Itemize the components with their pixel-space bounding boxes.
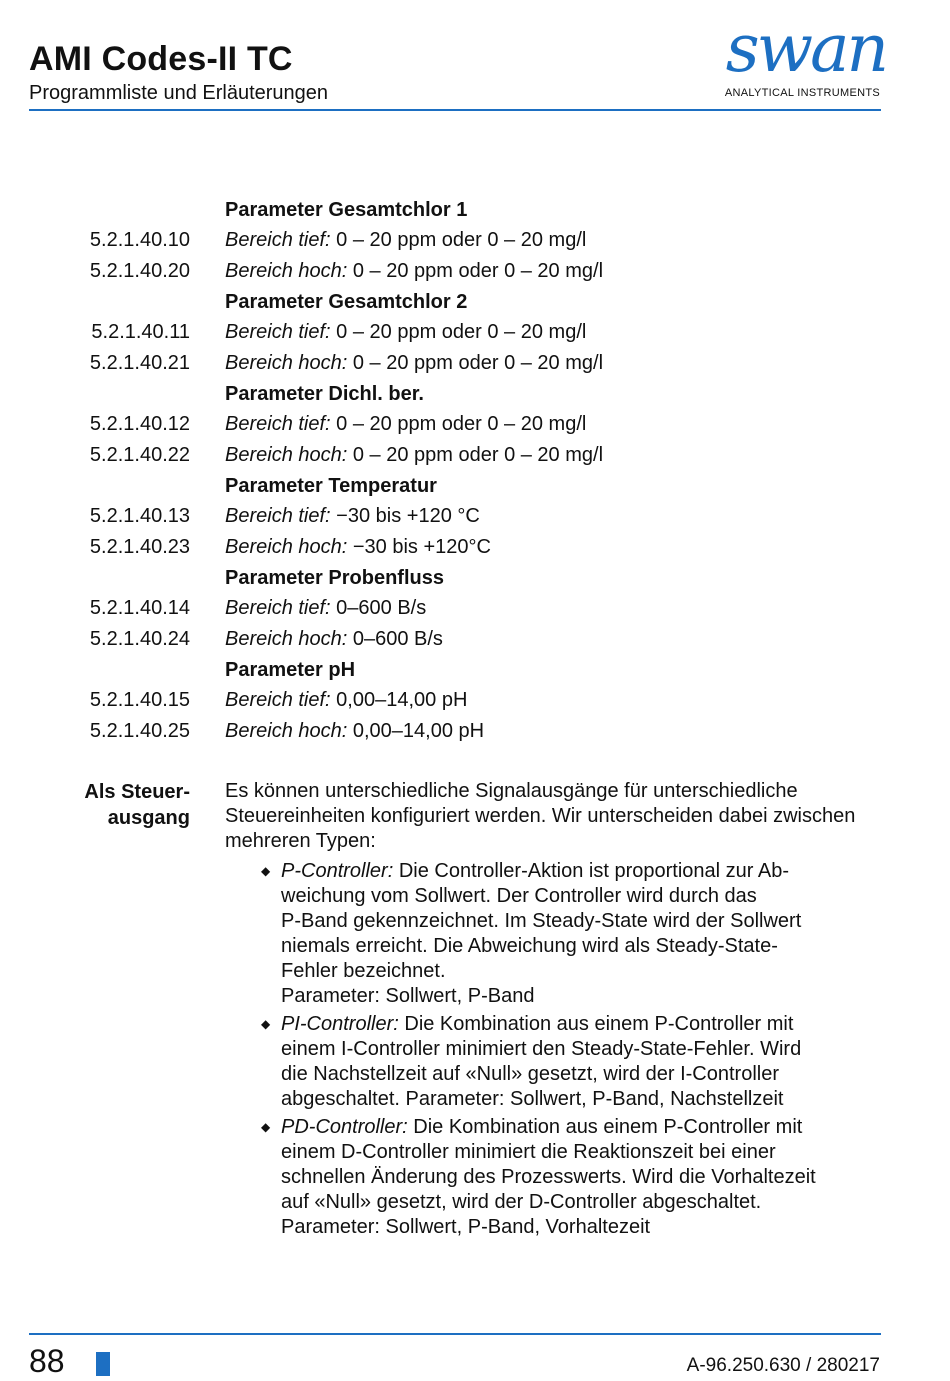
section-label [84, 779, 190, 831]
controller-term: P-Controller: [281, 860, 394, 882]
range-value: 0 – 20 ppm oder 0 – 20 mg/l [347, 444, 604, 466]
range-value: 0 – 20 ppm oder 0 – 20 mg/l [347, 260, 604, 282]
parameter-description [225, 440, 603, 471]
parameter-description [225, 655, 355, 686]
range-value: 0–600 B/s [347, 628, 443, 650]
menu-code: 5.2.1.40.25 [89, 720, 190, 742]
parameter-description [225, 225, 586, 256]
range-value: 0 – 20 ppm oder 0 – 20 mg/l [330, 229, 587, 251]
logo-tagline: ANALYTICAL INSTRUMENTS [724, 87, 880, 99]
controller-type-item [258, 859, 878, 1009]
range-label: Bereich hoch: [225, 352, 348, 374]
range-label: Bereich hoch: [225, 628, 348, 650]
menu-code: 5.2.1.40.12 [89, 413, 190, 435]
bullet-text: die Nachstellzeit auf «Null» gesetzt, wird der I-Controller [281, 1063, 779, 1085]
range-label: Bereich tief: [225, 597, 331, 619]
menu-code: 5.2.1.40.14 [89, 597, 190, 619]
parameter-list [0, 195, 950, 747]
parameter-description [225, 685, 467, 716]
bullet-text: abgeschaltet. Parameter: Sollwert, P-Band, Nachstellzeit [281, 1088, 784, 1110]
parameter-description [225, 287, 467, 318]
parameter-description [225, 593, 426, 624]
diamond-bullet-icon: ◆ [261, 1120, 271, 1134]
page-marker [96, 1352, 110, 1376]
page-number: 88 [29, 1343, 65, 1379]
parameter-row [0, 317, 950, 348]
menu-code: 5.2.1.40.11 [91, 321, 190, 343]
parameter-row [0, 225, 950, 256]
swan-logo [712, 10, 890, 104]
bullet-text: Die Controller-Aktion ist proportional zur Ab- [393, 860, 789, 882]
range-label: Bereich tief: [225, 413, 331, 435]
bullet-text: niemals erreicht. Die Abweichung wird als Steady-State- [281, 935, 778, 957]
bullet-text-line [281, 959, 878, 984]
bullet-text-line [281, 1062, 878, 1087]
controller-term: PI-Controller: [281, 1013, 399, 1035]
bullet-text: weichung vom Sollwert. Der Controller wird durch das [281, 885, 757, 907]
parameter-group-heading [0, 379, 950, 409]
document-subtitle: Programmliste und Erläuterungen [29, 82, 329, 104]
section-label-line-2: ausgang [107, 807, 190, 829]
parameter-description [225, 195, 467, 226]
parameter-group-heading [0, 563, 950, 593]
parameter-description [225, 379, 424, 410]
bullet-text-line [281, 1012, 878, 1037]
group-heading-text: Parameter Gesamtchlor 1 [225, 199, 468, 221]
parameter-description [225, 563, 444, 594]
range-value: 0,00–14,00 pH [347, 720, 485, 742]
bullet-text: P-Band gekennzeichnet. Im Steady-State wird der Sollwert [281, 910, 802, 932]
parameter-row [0, 348, 950, 379]
diamond-bullet-icon: ◆ [261, 864, 271, 878]
bullet-text-line [281, 934, 878, 959]
diamond-bullet-icon: ◆ [261, 1017, 271, 1031]
parameter-description [225, 409, 586, 440]
range-label: Bereich tief: [225, 229, 331, 251]
group-heading-text: Parameter Gesamtchlor 2 [225, 291, 468, 313]
controller-type-list [258, 859, 878, 1243]
footer-divider [29, 1333, 881, 1335]
parameter-row [0, 624, 950, 655]
parameter-row [0, 256, 950, 287]
menu-code: 5.2.1.40.23 [89, 536, 190, 558]
menu-code: 5.2.1.40.13 [89, 505, 190, 527]
bullet-text-line [281, 1190, 878, 1215]
bullet-text-line [281, 1215, 878, 1240]
menu-code: 5.2.1.40.21 [89, 352, 190, 374]
parameter-description [225, 716, 484, 747]
parameter-description [225, 317, 586, 348]
parameter-group-heading [0, 471, 950, 501]
bullet-text-line [281, 859, 878, 884]
header-divider [29, 109, 881, 111]
range-label: Bereich tief: [225, 505, 331, 527]
bullet-text: schnellen Änderung des Prozesswerts. Wird die Vorhaltezeit [281, 1166, 816, 1188]
bullet-text: Fehler bezeichnet. [281, 960, 446, 982]
controller-type-item [258, 1115, 878, 1240]
parameter-row [0, 501, 950, 532]
parameter-row [0, 409, 950, 440]
bullet-text-line [281, 984, 878, 1009]
bullet-text-line [281, 909, 878, 934]
parameter-description [225, 471, 437, 502]
range-label: Bereich tief: [225, 321, 331, 343]
bullet-text-line [281, 1037, 878, 1062]
bullet-text-line [281, 884, 878, 909]
section-label-line-1: Als Steuer- [84, 781, 190, 803]
menu-code: 5.2.1.40.24 [89, 628, 190, 650]
range-label: Bereich hoch: [225, 536, 348, 558]
range-value: −30 bis +120°C [347, 536, 491, 558]
bullet-text: einem I-Controller minimiert den Steady-State-Fehler. Wird [281, 1038, 802, 1060]
document-title: AMI Codes-II TC [29, 40, 293, 78]
parameter-description [225, 256, 603, 287]
section-intro: Es können unterschiedliche Signalausgänge für unterschiedliche Steuereinheiten konfiguriert werden. Wir unterscheiden dabei zwischen mehreren Typen: [225, 780, 856, 852]
group-heading-text: Parameter Dichl. ber. [225, 383, 424, 405]
bullet-text-line [281, 1165, 878, 1190]
range-value: −30 bis +120 °C [330, 505, 480, 527]
menu-code: 5.2.1.40.22 [89, 444, 190, 466]
parameter-description [225, 501, 480, 532]
parameter-row [0, 532, 950, 563]
bullet-text-line [281, 1115, 878, 1140]
group-heading-text: Parameter Temperatur [225, 475, 437, 497]
parameter-row [0, 593, 950, 624]
bullet-text: Die Kombination aus einem P-Controller mit [398, 1013, 794, 1035]
parameter-description [225, 348, 603, 379]
parameter-row [0, 440, 950, 471]
range-value: 0 – 20 ppm oder 0 – 20 mg/l [347, 352, 604, 374]
parameter-description [225, 624, 443, 655]
bullet-text: Parameter: Sollwert, P-Band, Vorhaltezeit [281, 1216, 651, 1238]
range-label: Bereich hoch: [225, 720, 348, 742]
parameter-row [0, 716, 950, 747]
range-value: 0,00–14,00 pH [330, 689, 468, 711]
range-label: Bereich tief: [225, 689, 331, 711]
parameter-group-heading [0, 287, 950, 317]
range-value: 0 – 20 ppm oder 0 – 20 mg/l [330, 321, 587, 343]
parameter-group-heading [0, 655, 950, 685]
bullet-text: einem D-Controller minimiert die Reaktionszeit bei einer [281, 1141, 776, 1163]
parameter-row [0, 685, 950, 716]
group-heading-text: Parameter Probenfluss [225, 567, 444, 589]
bullet-text-line [281, 1140, 878, 1165]
bullet-text-line [281, 1087, 878, 1112]
menu-code: 5.2.1.40.20 [89, 260, 190, 282]
parameter-description [225, 532, 491, 563]
bullet-text: Die Kombination aus einem P-Controller mit [407, 1116, 803, 1138]
parameter-group-heading [0, 195, 950, 225]
bullet-text: Parameter: Sollwert, P-Band [281, 985, 535, 1007]
menu-code: 5.2.1.40.10 [89, 229, 190, 251]
range-value: 0–600 B/s [330, 597, 427, 619]
range-value: 0 – 20 ppm oder 0 – 20 mg/l [330, 413, 587, 435]
range-label: Bereich hoch: [225, 260, 348, 282]
document-code: A-96.250.630 / 280217 [686, 1355, 880, 1376]
bullet-text: auf «Null» gesetzt, wird der D-Controller abgeschaltet. [281, 1191, 762, 1213]
controller-type-item [258, 1012, 878, 1112]
controller-term: PD-Controller: [281, 1116, 408, 1138]
range-label: Bereich hoch: [225, 444, 348, 466]
logo-wordmark: swan [725, 10, 886, 87]
menu-code: 5.2.1.40.15 [89, 689, 190, 711]
group-heading-text: Parameter pH [225, 659, 356, 681]
